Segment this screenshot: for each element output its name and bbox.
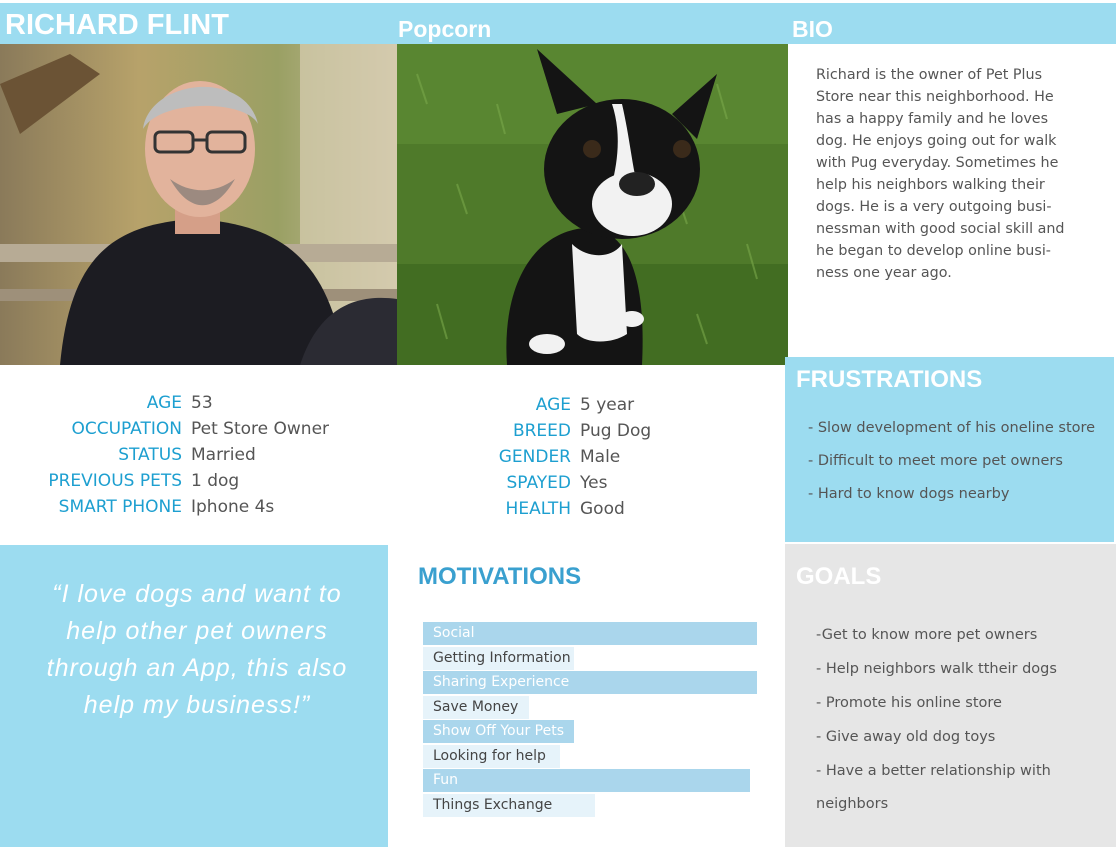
- motivation-bar: Sharing Experience: [423, 671, 757, 694]
- quote-line: help my business!”: [83, 691, 311, 719]
- bio-text: [816, 64, 1111, 284]
- bio-line: ness one year ago.: [816, 265, 952, 281]
- pet-field-gender: [397, 445, 620, 470]
- field-value: 53: [191, 393, 213, 413]
- goal-item: -Get to know more pet owners: [816, 627, 1038, 643]
- owner-photo: [0, 44, 397, 365]
- bio-line: with Pug everyday. Sometimes he: [816, 155, 1059, 171]
- quote-panel: [0, 545, 388, 847]
- pet-name-title: Popcorn: [398, 16, 492, 42]
- persona-name: RICHARD FLINT: [5, 9, 229, 41]
- pet-field-health: [397, 497, 625, 522]
- owner-profile-fields: [0, 391, 397, 521]
- goals-panel: [785, 544, 1116, 847]
- field-value: Male: [580, 447, 621, 467]
- pet-profile-fields: [397, 393, 788, 523]
- frustration-item: - Difficult to meet more pet owners: [808, 453, 1063, 469]
- bio-line: he began to develop online busi-: [816, 243, 1051, 259]
- bio-line: dogs. He is a very outgoing busi-: [816, 199, 1052, 215]
- frustration-item: - Slow development of his oneline store: [808, 420, 1096, 436]
- field-label: PREVIOUS PETS: [48, 471, 182, 491]
- field-value: Pet Store Owner: [191, 419, 330, 439]
- pet-field-age: [397, 393, 634, 418]
- owner-field-age: [0, 391, 213, 416]
- bio-line: Store near this neighborhood. He: [816, 89, 1054, 105]
- frustrations-panel: [785, 357, 1114, 542]
- motivation-bar: Save Money: [423, 696, 529, 719]
- field-label: AGE: [146, 393, 182, 413]
- owner-field-status: [0, 443, 256, 468]
- motivations-title: MOTIVATIONS: [418, 563, 582, 590]
- frustration-item: - Hard to know dogs nearby: [808, 486, 1010, 502]
- field-label: STATUS: [118, 445, 182, 465]
- frustrations-title: FRUSTRATIONS: [796, 366, 983, 393]
- field-label: HEALTH: [505, 499, 571, 519]
- field-label: SMART PHONE: [58, 497, 182, 517]
- motivation-bar: Social: [423, 622, 757, 645]
- field-label: SPAYED: [506, 473, 571, 493]
- bio-line: help his neighbors walking their: [816, 177, 1045, 193]
- field-value: 5 year: [580, 395, 635, 415]
- bio-line: has a happy family and he loves: [816, 111, 1049, 127]
- bio-title: BIO: [792, 16, 833, 42]
- motivation-bar: Things Exchange: [423, 794, 595, 817]
- pet-field-breed: [397, 419, 651, 444]
- owner-field-smart-phone: [0, 495, 274, 520]
- quote-line: help other pet owners: [66, 617, 328, 645]
- bio-line: nessman with good social skill and: [816, 221, 1065, 237]
- persona-quote: [0, 576, 394, 724]
- goal-item: - Help neighbors walk ttheir dogs: [816, 661, 1057, 677]
- field-value: 1 dog: [191, 471, 240, 491]
- quote-line: through an App, this also: [46, 654, 348, 682]
- goals-title: GOALS: [796, 563, 882, 590]
- bio-line: dog. He enjoys going out for walk: [816, 133, 1057, 149]
- goal-item: - Have a better relationship with: [816, 763, 1051, 779]
- owner-field-occupation: [0, 417, 329, 442]
- goal-item: neighbors: [816, 796, 889, 812]
- field-label: BREED: [512, 421, 571, 441]
- motivation-bar: Show Off Your Pets: [423, 720, 574, 743]
- motivation-bar: Getting Information: [423, 647, 574, 670]
- motivation-bar: Fun: [423, 769, 750, 792]
- field-label: OCCUPATION: [71, 419, 182, 439]
- field-label: AGE: [535, 395, 571, 415]
- field-value: Yes: [580, 473, 608, 493]
- goal-item: - Promote his online store: [816, 695, 1002, 711]
- field-value: Pug Dog: [580, 421, 652, 441]
- field-value: Married: [191, 445, 256, 465]
- pet-field-spayed: [397, 471, 607, 496]
- pet-photo: [397, 44, 788, 365]
- motivation-bar: Looking for help: [423, 745, 560, 768]
- field-value: Iphone 4s: [191, 497, 275, 517]
- field-label: GENDER: [498, 447, 571, 467]
- owner-field-previous-pets: [0, 469, 239, 494]
- goal-item: - Give away old dog toys: [816, 729, 996, 745]
- quote-line: “I love dogs and want to: [52, 580, 342, 608]
- field-value: Good: [580, 499, 625, 519]
- bio-line: Richard is the owner of Pet Plus: [816, 67, 1043, 83]
